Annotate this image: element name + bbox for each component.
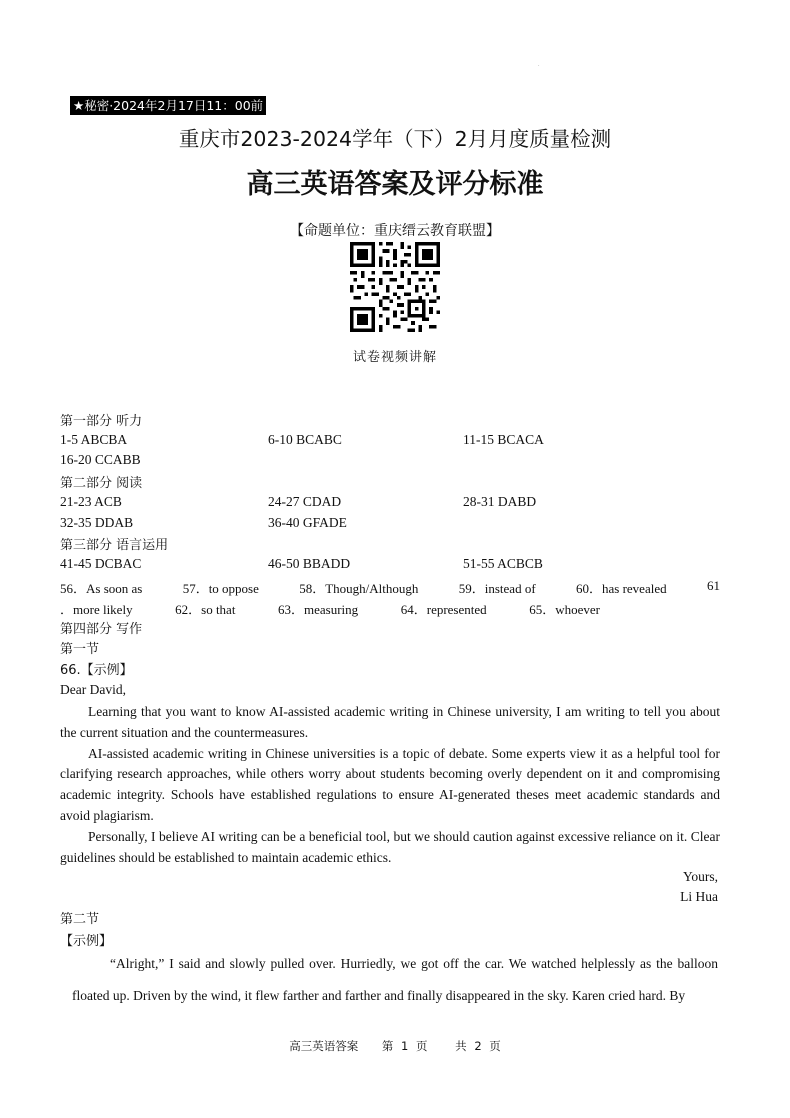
answer-group: 11-15 BCACA — [463, 432, 544, 447]
answer-row — [60, 556, 543, 572]
answer-row — [60, 494, 537, 510]
footer-total-number: 2 — [474, 1039, 482, 1053]
author-line: 【命题单位：重庆缙云教育联盟】 — [290, 223, 500, 239]
section1-heading: 第一节 — [60, 642, 100, 657]
answer-group: 46-50 BBADD — [268, 556, 351, 571]
letter-paragraph: Learning that you want to know AI-assisted academic writing in Chinese university, I am writing to tell you about the current situation and the countermeasures. — [60, 704, 720, 740]
fill-answer: 56．As soon as — [60, 581, 143, 596]
answer-group: 21-23 ACB — [60, 494, 122, 509]
answer-group: 41-45 DCBAC — [60, 556, 142, 571]
footer-doc-name: 高三英语答案 — [289, 1039, 359, 1053]
fill-answer: 61 — [706, 578, 720, 593]
continuation-paragraph: “Alright,” I said and slowly pulled over. Hurriedly, we got off the car. We watched helplessly as the balloon floated up. Driven by the wind, it flew farther and farther and finally disappeared in the sky. Karen cried hard. By — [72, 956, 718, 1003]
part4-heading: 第四部分 写作 — [60, 622, 143, 637]
fill-answer: 58．Though/Although — [299, 581, 419, 596]
fill-answer: 62．so that — [175, 602, 236, 617]
fill-answer: 59．instead of — [458, 581, 536, 596]
answer-group: 51-55 ACBCB — [463, 556, 543, 571]
answer-group: 6-10 BCABC — [268, 432, 342, 447]
qr-caption: 试卷视频讲解 — [352, 350, 437, 365]
letter-greeting: Dear David, — [60, 682, 126, 697]
footer-total-unit: 页 — [489, 1039, 501, 1053]
sample2-label: 【示例】 — [60, 934, 113, 949]
answer-group: 16-20 CCABB — [60, 452, 141, 467]
fill-answer-row — [60, 578, 720, 597]
fill-answer: 57．to oppose — [182, 581, 259, 596]
letter-paragraph: Personally, I believe AI writing can be a beneficial tool, but we should caution against excessive reliance on it. Clear guidelines should be established to maintain academic ethics. — [60, 828, 720, 865]
part1-heading: 第一部分 听力 — [60, 414, 143, 429]
answer-group: 24-27 CDAD — [268, 494, 342, 509]
fill-answer: ．more likely — [60, 602, 133, 617]
footer-page-number: 1 — [401, 1039, 409, 1053]
answer-group: 1-5 ABCBA — [60, 432, 128, 447]
answer-row — [60, 515, 347, 531]
sample1-label: 66.【示例】 — [60, 663, 133, 678]
page-subtitle: 高三英语答案及评分标准 — [246, 169, 544, 200]
fill-answer: 65．whoever — [529, 602, 600, 617]
section2-heading: 第二节 — [60, 912, 100, 927]
answer-group: 36-40 GFADE — [268, 515, 347, 530]
qr-code-icon[interactable] — [350, 242, 440, 332]
footer-page-unit: 页 — [416, 1039, 428, 1053]
answer-group: 28-31 DABD — [463, 494, 537, 509]
part2-heading: 第二部分 阅读 — [60, 476, 143, 491]
corner-mark: . — [538, 62, 540, 68]
letter-closing: Yours, — [682, 869, 718, 884]
letter-signature: Li Hua — [680, 889, 718, 904]
footer-total-prefix: 共 — [455, 1039, 467, 1053]
fill-answer: 63．measuring — [278, 602, 359, 617]
fill-answer-row — [60, 599, 600, 618]
fill-answer: 60．has revealed — [576, 581, 667, 596]
confidential-badge: ★秘密·2024年2月17日11：00前 — [70, 96, 266, 115]
answer-group: 32-35 DDAB — [60, 515, 134, 530]
answer-row — [60, 432, 544, 448]
letter-paragraph: AI-assisted academic writing in Chinese universities is a topic of debate. Some experts view it as a helpful tool for clarifying research approaches, while others worry about students becoming overly dependent on it and compromising academic integrity. Schools have established regulations to ensure AI-generated theses meet academic standards and avoid plagiarism. — [60, 745, 720, 823]
page-title: 重庆市2023-2024学年（下）2月月度质量检测 — [178, 127, 612, 151]
page-footer — [0, 1038, 790, 1054]
footer-page-prefix: 第 — [381, 1039, 394, 1053]
part3-heading: 第三部分 语言运用 — [60, 538, 169, 553]
letter-body — [60, 702, 720, 868]
fill-answer: 64．represented — [400, 602, 487, 617]
